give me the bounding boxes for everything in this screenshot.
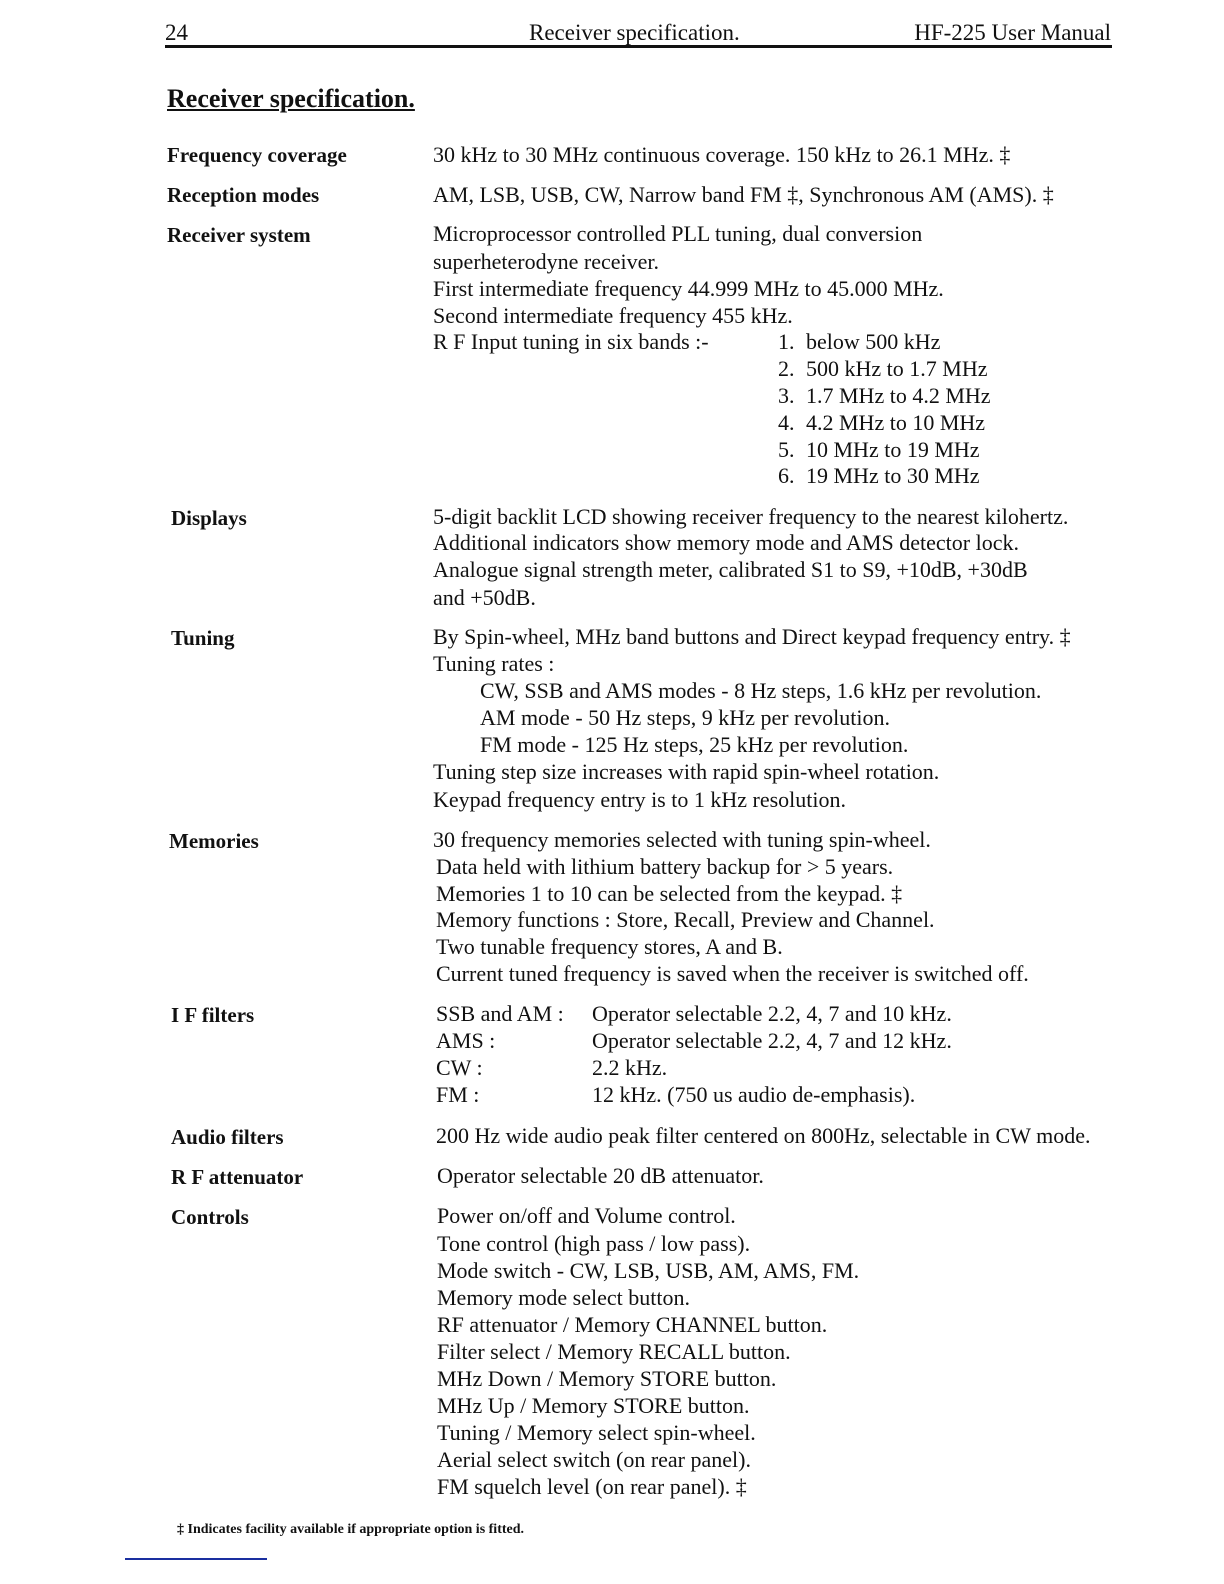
filter-mode: AMS :	[436, 1028, 496, 1053]
band-range: 4.2 MHz to 10 MHz	[806, 410, 986, 435]
spec-label: Reception modes	[167, 183, 320, 207]
spec-value: FM mode - 125 Hz steps, 25 kHz per revolution.	[480, 732, 909, 757]
band-number: 2.	[778, 356, 795, 381]
spec-label: Frequency coverage	[167, 143, 347, 167]
filter-value: Operator selectable 2.2, 4, 7 and 10 kHz.	[592, 1001, 952, 1026]
spec-label: I F filters	[171, 1003, 255, 1027]
band-range: 19 MHz to 30 MHz	[806, 463, 980, 488]
spec-value: Tuning / Memory select spin-wheel.	[437, 1420, 756, 1445]
filter-mode: FM :	[436, 1082, 480, 1107]
spec-value: MHz Down / Memory STORE button.	[437, 1366, 777, 1391]
spec-value: Memories 1 to 10 can be selected from the keypad. ‡	[436, 881, 903, 906]
band-number: 6.	[778, 463, 795, 488]
manual-title: HF-225 User Manual	[914, 20, 1111, 45]
spec-value: Filter select / Memory RECALL button.	[437, 1339, 791, 1364]
filter-mode: SSB and AM :	[436, 1001, 564, 1026]
band-number: 5.	[778, 437, 795, 462]
spec-value: MHz Up / Memory STORE button.	[437, 1393, 750, 1418]
spec-value: Second intermediate frequency 455 kHz.	[433, 303, 793, 328]
filter-mode: CW :	[436, 1055, 483, 1080]
spec-value: Microprocessor controlled PLL tuning, dual conversion	[433, 221, 923, 246]
spec-value: 30 kHz to 30 MHz continuous coverage. 150 kHz to 26.1 MHz. ‡	[433, 142, 1011, 167]
spec-value: Power on/off and Volume control.	[437, 1203, 736, 1228]
spec-value: Keypad frequency entry is to 1 kHz resolution.	[433, 787, 846, 812]
spec-value: Mode switch - CW, LSB, USB, AM, AMS, FM.	[437, 1258, 860, 1283]
page-title: Receiver specification.	[167, 84, 415, 113]
spec-value: 30 frequency memories selected with tuning spin-wheel.	[433, 827, 931, 852]
running-section-title: Receiver specification.	[529, 20, 740, 45]
spec-value: Operator selectable 20 dB attenuator.	[437, 1163, 764, 1188]
spec-value: By Spin-wheel, MHz band buttons and Direct keypad frequency entry. ‡	[433, 624, 1071, 649]
spec-label: Tuning	[171, 626, 235, 650]
spec-value: 200 Hz wide audio peak filter centered on 800Hz, selectable in CW mode.	[436, 1123, 1091, 1148]
spec-value: First intermediate frequency 44.999 MHz to 45.000 MHz.	[433, 276, 944, 301]
spec-value: Tuning step size increases with rapid spin-wheel rotation.	[433, 759, 940, 784]
spec-value: CW, SSB and AMS modes - 8 Hz steps, 1.6 kHz per revolution.	[480, 678, 1042, 703]
spec-label: Displays	[171, 506, 247, 530]
spec-value: Analogue signal strength meter, calibrated S1 to S9, +10dB, +30dB	[433, 557, 1028, 582]
spec-value: Two tunable frequency stores, A and B.	[436, 934, 783, 959]
spec-value: Aerial select switch (on rear panel).	[437, 1447, 751, 1472]
spec-label: Receiver system	[167, 223, 311, 247]
spec-value: Memory functions : Store, Recall, Preview and Channel.	[436, 907, 935, 932]
filter-value: 12 kHz. (750 us audio de-emphasis).	[592, 1082, 916, 1107]
filter-value: Operator selectable 2.2, 4, 7 and 12 kHz.	[592, 1028, 952, 1053]
spec-label: Audio filters	[171, 1125, 284, 1149]
band-number: 1.	[778, 329, 795, 354]
page-number: 24	[165, 20, 188, 45]
footnote: ‡ Indicates facility available if appropriate option is fitted.	[177, 1522, 525, 1537]
spec-value: Memory mode select button.	[437, 1285, 690, 1310]
spec-value: 5-digit backlit LCD showing receiver frequency to the nearest kilohertz.	[433, 504, 1069, 529]
spec-value: Additional indicators show memory mode and AMS detector lock.	[433, 530, 1019, 555]
spec-value: AM, LSB, USB, CW, Narrow band FM ‡, Synchronous AM (AMS). ‡	[433, 182, 1054, 207]
spec-value: R F Input tuning in six bands :-	[433, 329, 709, 354]
band-number: 3.	[778, 383, 795, 408]
spec-value: Tone control (high pass / low pass).	[437, 1231, 751, 1256]
spec-value: superheterodyne receiver.	[433, 249, 659, 274]
band-number: 4.	[778, 410, 795, 435]
band-range: below 500 kHz	[806, 329, 941, 354]
spec-label: Controls	[171, 1205, 249, 1229]
spec-value: and +50dB.	[433, 585, 536, 610]
spec-value: Current tuned frequency is saved when the receiver is switched off.	[436, 961, 1029, 986]
spec-label: Memories	[169, 829, 259, 853]
spec-value: Data held with lithium battery backup for > 5 years.	[436, 854, 894, 879]
band-range: 500 kHz to 1.7 MHz	[806, 356, 988, 381]
spec-value: RF attenuator / Memory CHANNEL button.	[437, 1312, 828, 1337]
spec-value: FM squelch level (on rear panel). ‡	[437, 1474, 747, 1499]
band-range: 1.7 MHz to 4.2 MHz	[806, 383, 991, 408]
filter-value: 2.2 kHz.	[592, 1055, 668, 1080]
spec-value: AM mode - 50 Hz steps, 9 kHz per revolution.	[480, 705, 890, 730]
band-range: 10 MHz to 19 MHz	[806, 437, 980, 462]
spec-label: R F attenuator	[171, 1165, 304, 1189]
header-rule	[165, 45, 1112, 48]
spec-value: Tuning rates :	[433, 651, 555, 676]
footer-divider	[125, 1558, 267, 1560]
